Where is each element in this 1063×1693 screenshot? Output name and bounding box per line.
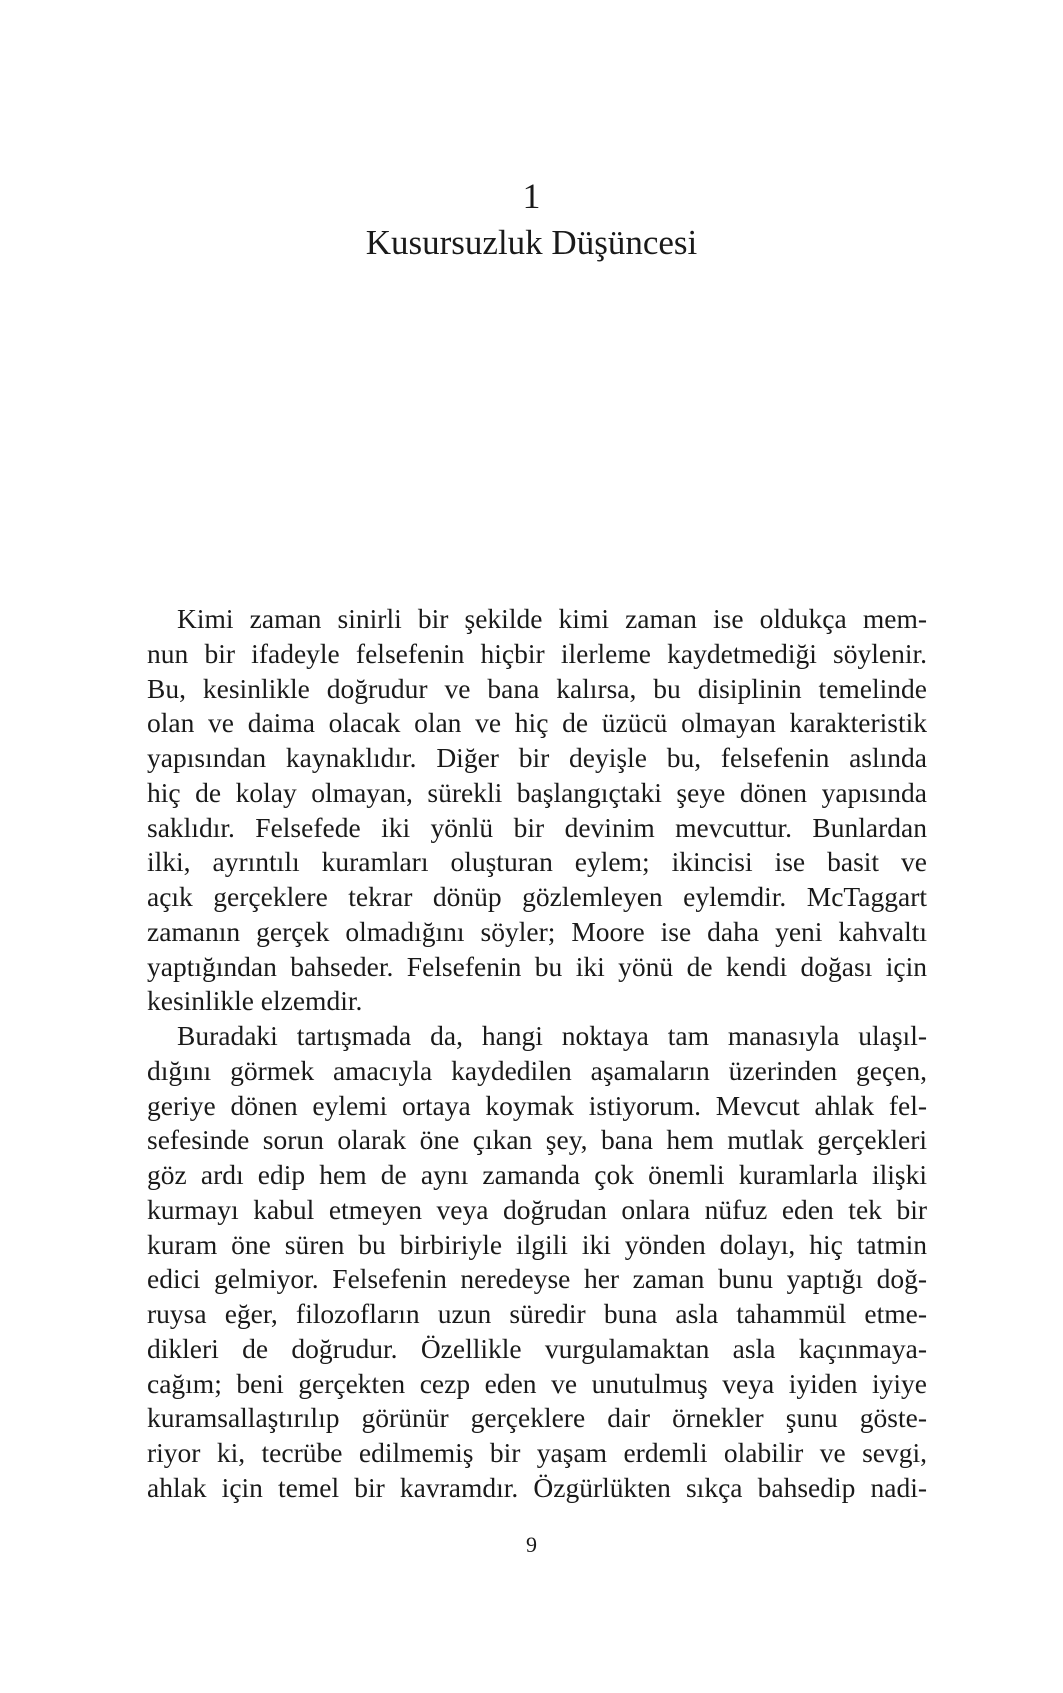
text-line: zamanın gerçek olmadığını söyler; Moore ise daha yeni kahvaltı bbox=[147, 915, 927, 947]
text-line: cağım; beni gerçekten cezp eden ve unutulmuş veya iyiden iyiye bbox=[147, 1367, 927, 1399]
body-text bbox=[147, 602, 927, 1506]
text-line: riyor ki, tecrübe edilmemiş bir yaşam erdemli olabilir ve sevgi, bbox=[147, 1437, 927, 1468]
text-line: kuramsallaştırılıp görünür gerçeklere dair örnekler şunu göste- bbox=[147, 1402, 927, 1434]
text-line: nun bir ifadeyle felsefenin hiçbir ilerleme kaydetmediği söylenir. bbox=[147, 637, 927, 669]
text-line: olan ve daima olacak olan ve hiç de üzücü olmayan karakteristik bbox=[147, 707, 927, 739]
paragraph-1 bbox=[147, 602, 927, 1019]
text-line: ahlak için temel bir kavramdır. Özgürlükten sıkça bahsedip nadi- bbox=[147, 1471, 927, 1503]
text-line: geriye dönen eylemi ortaya koymak istiyorum. Mevcut ahlak fel- bbox=[147, 1089, 927, 1121]
text-line: ruysa eğer, filozofların uzun süredir buna asla tahammül etme- bbox=[147, 1298, 927, 1329]
page-number: 9 bbox=[526, 1532, 537, 1557]
text-line: kuram öne süren bu birbiriyle ilgili iki yönden dolayı, hiç tatmin bbox=[147, 1228, 927, 1260]
text-line: Buradaki tartışmada da, hangi noktaya tam manasıyla ulaşıl- bbox=[177, 1020, 927, 1051]
text-line: ilki, ayrıntılı kuramları oluşturan eylem; ikincisi ise basit ve bbox=[147, 846, 927, 878]
text-line: edici gelmiyor. Felsefenin neredeyse her zaman bunu yaptığı doğ- bbox=[147, 1263, 927, 1295]
text-line: hiç de kolay olmayan, sürekli başlangıçtaki şeye dönen yapısında bbox=[147, 776, 927, 808]
text-line: dikleri de doğrudur. Özellikle vurgulamaktan asla kaçınmaya- bbox=[147, 1332, 927, 1364]
text-line: dığını görmek amacıyla kaydedilen aşamaların üzerinden geçen, bbox=[147, 1054, 927, 1086]
text-line: kurmayı kabul etmeyen veya doğrudan onlara nüfuz eden tek bir bbox=[147, 1193, 927, 1225]
text-line: saklıdır. Felsefede iki yönlü bir devinim mevcuttur. Bunlardan bbox=[147, 811, 927, 843]
text-line: açık gerçeklere tekrar dönüp gözlemleyen eylemdir. McTaggart bbox=[147, 881, 927, 912]
chapter-title: Kusursuzluk Düşüncesi bbox=[365, 223, 698, 262]
chapter-number: 1 bbox=[522, 176, 541, 216]
text-line: yapısından kaynaklıdır. Diğer bir deyişle bu, felsefenin aslında bbox=[147, 742, 927, 773]
text-line: göz ardı edip hem de aynı zamanda çok önemli kuramlarla ilişki bbox=[147, 1159, 927, 1190]
text-line: sefesinde sorun olarak öne çıkan şey, bana hem mutlak gerçekleri bbox=[147, 1124, 927, 1156]
text-line: Bu, kesinlikle doğrudur ve bana kalırsa, bu disiplinin temelinde bbox=[147, 672, 927, 704]
text-line: yaptığından bahseder. Felsefenin bu iki yönü de kendi doğası için bbox=[147, 950, 927, 982]
text-line: Kimi zaman sinirli bir şekilde kimi zaman ise oldukça mem- bbox=[177, 603, 927, 634]
paragraph-2 bbox=[147, 1019, 927, 1506]
text-line: kesinlikle elzemdir. bbox=[147, 985, 363, 1017]
